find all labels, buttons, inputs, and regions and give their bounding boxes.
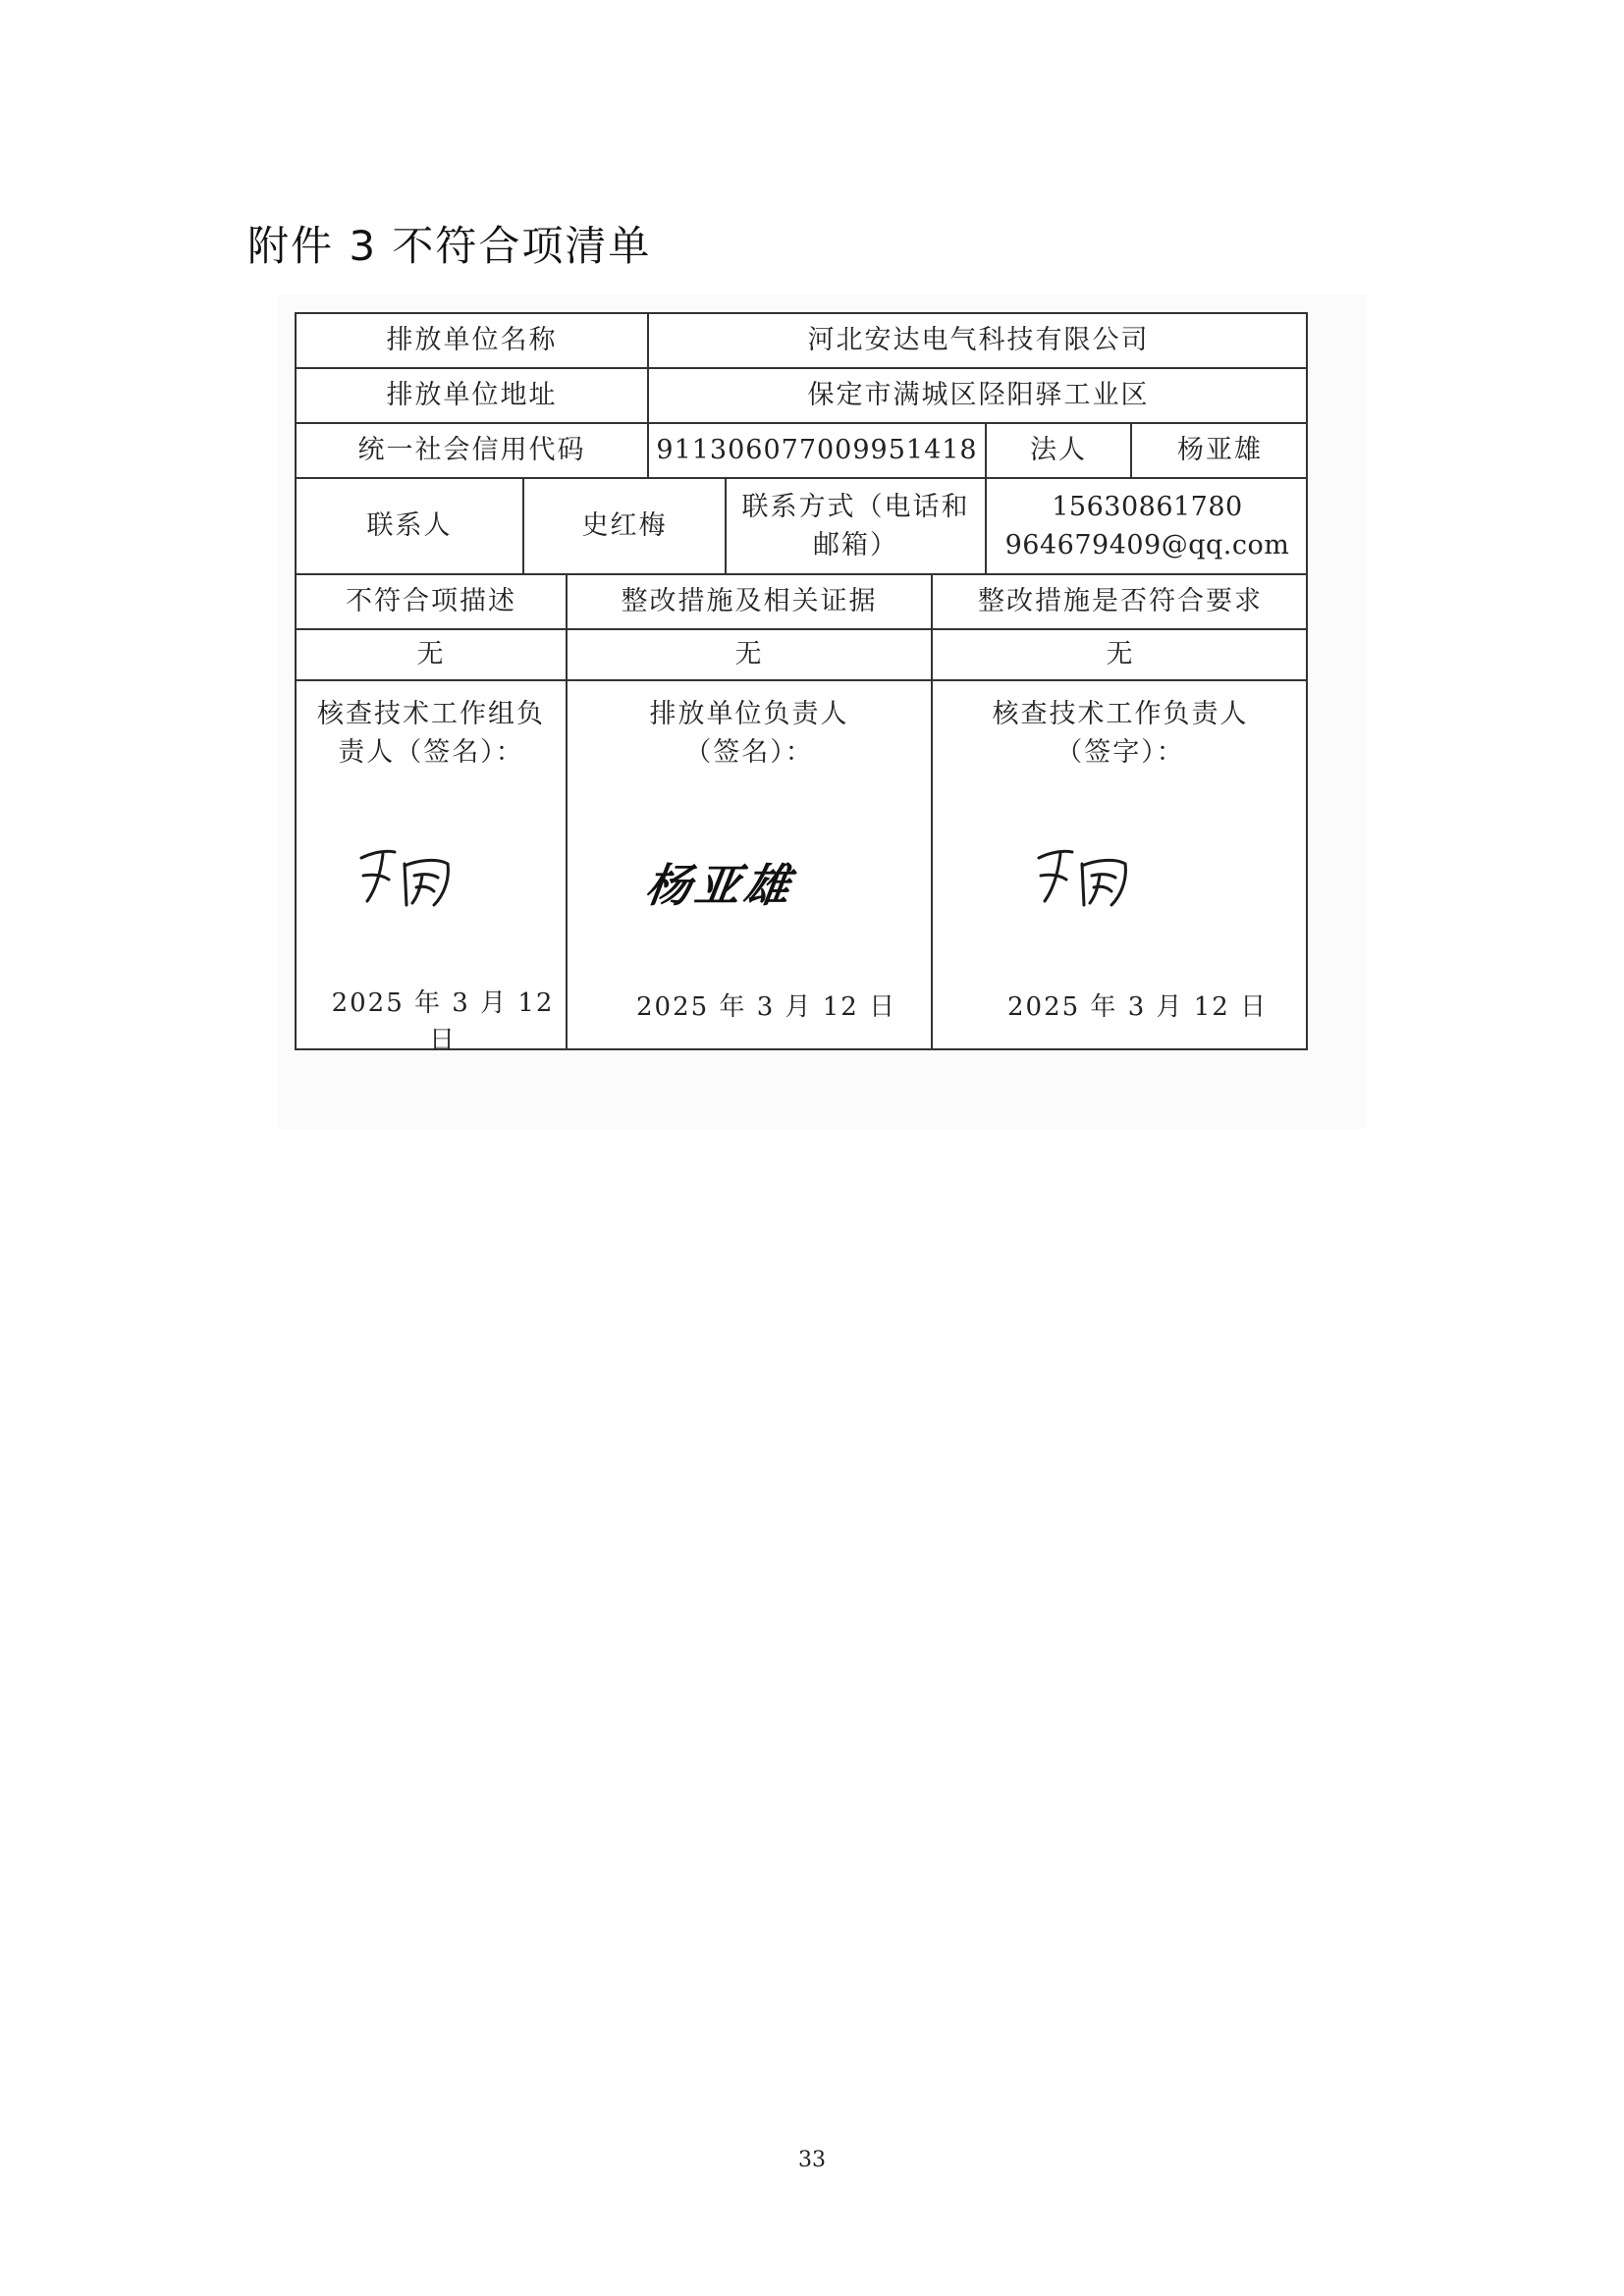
contact-phone: 15630861780 bbox=[1052, 491, 1243, 522]
handwritten-signature-1 bbox=[353, 836, 461, 915]
page-number: 33 bbox=[798, 2148, 826, 2172]
contact-email: 964679409@qq.com bbox=[1004, 530, 1290, 561]
unit-name-value: 河北安达电气科技有限公司 bbox=[649, 314, 1308, 369]
contact-method-value bbox=[987, 479, 1308, 575]
credit-code-label: 统一社会信用代码 bbox=[297, 424, 649, 479]
sign-date-1: 2025 年 3 月 12 日 bbox=[331, 988, 555, 1055]
legal-rep-label: 法人 bbox=[987, 424, 1132, 479]
verifier-team-leader-label-line1: 核查技术工作组负 bbox=[317, 699, 545, 729]
corrective-action-header: 整改措施及相关证据 bbox=[568, 575, 933, 630]
corrective-compliance-header: 整改措施是否符合要求 bbox=[933, 575, 1308, 630]
sign-date-2: 2025 年 3 月 12 日 bbox=[636, 992, 897, 1022]
contact-method-label-line1: 联系方式（电话和 bbox=[741, 491, 970, 522]
contact-label: 联系人 bbox=[297, 479, 524, 575]
verifier-leader-label-line2: （签字）： bbox=[1056, 737, 1185, 769]
verifier-team-leader-label-line2: 责人（签名）： bbox=[338, 737, 524, 769]
contact-value: 史红梅 bbox=[524, 479, 727, 575]
verifier-team-leader-signature-cell bbox=[297, 681, 568, 1055]
contact-method-label-line2: 邮箱） bbox=[813, 530, 898, 561]
emitter-responsible-label-line2: （签名）： bbox=[684, 737, 814, 769]
corrective-compliance-value: 无 bbox=[933, 630, 1308, 681]
legal-rep-value: 杨亚雄 bbox=[1132, 424, 1308, 479]
contact-method-label bbox=[727, 479, 987, 575]
nonconformity-description-value: 无 bbox=[297, 630, 568, 681]
nonconformity-table bbox=[295, 312, 1308, 1055]
verifier-leader-label-line1: 核查技术工作负责人 bbox=[992, 699, 1249, 729]
unit-name-label: 排放单位名称 bbox=[297, 314, 649, 369]
credit-code-value: 911306077009951418 bbox=[649, 424, 987, 479]
unit-address-label: 排放单位地址 bbox=[297, 369, 649, 424]
nonconformity-description-header: 不符合项描述 bbox=[297, 575, 568, 630]
page-heading: 附件 3 不符合项清单 bbox=[247, 222, 652, 270]
handwritten-signature-3 bbox=[1031, 836, 1139, 915]
handwritten-signature-2: 杨亚雄 bbox=[642, 859, 797, 912]
unit-address-value: 保定市满城区陉阳驿工业区 bbox=[649, 369, 1308, 424]
corrective-action-value: 无 bbox=[568, 630, 933, 681]
verifier-leader-signature-cell bbox=[933, 681, 1308, 1048]
emitter-responsible-signature-cell bbox=[568, 681, 933, 1048]
sign-date-3: 2025 年 3 月 12 日 bbox=[1007, 992, 1269, 1022]
emitter-responsible-label-line1: 排放单位负责人 bbox=[649, 699, 849, 729]
